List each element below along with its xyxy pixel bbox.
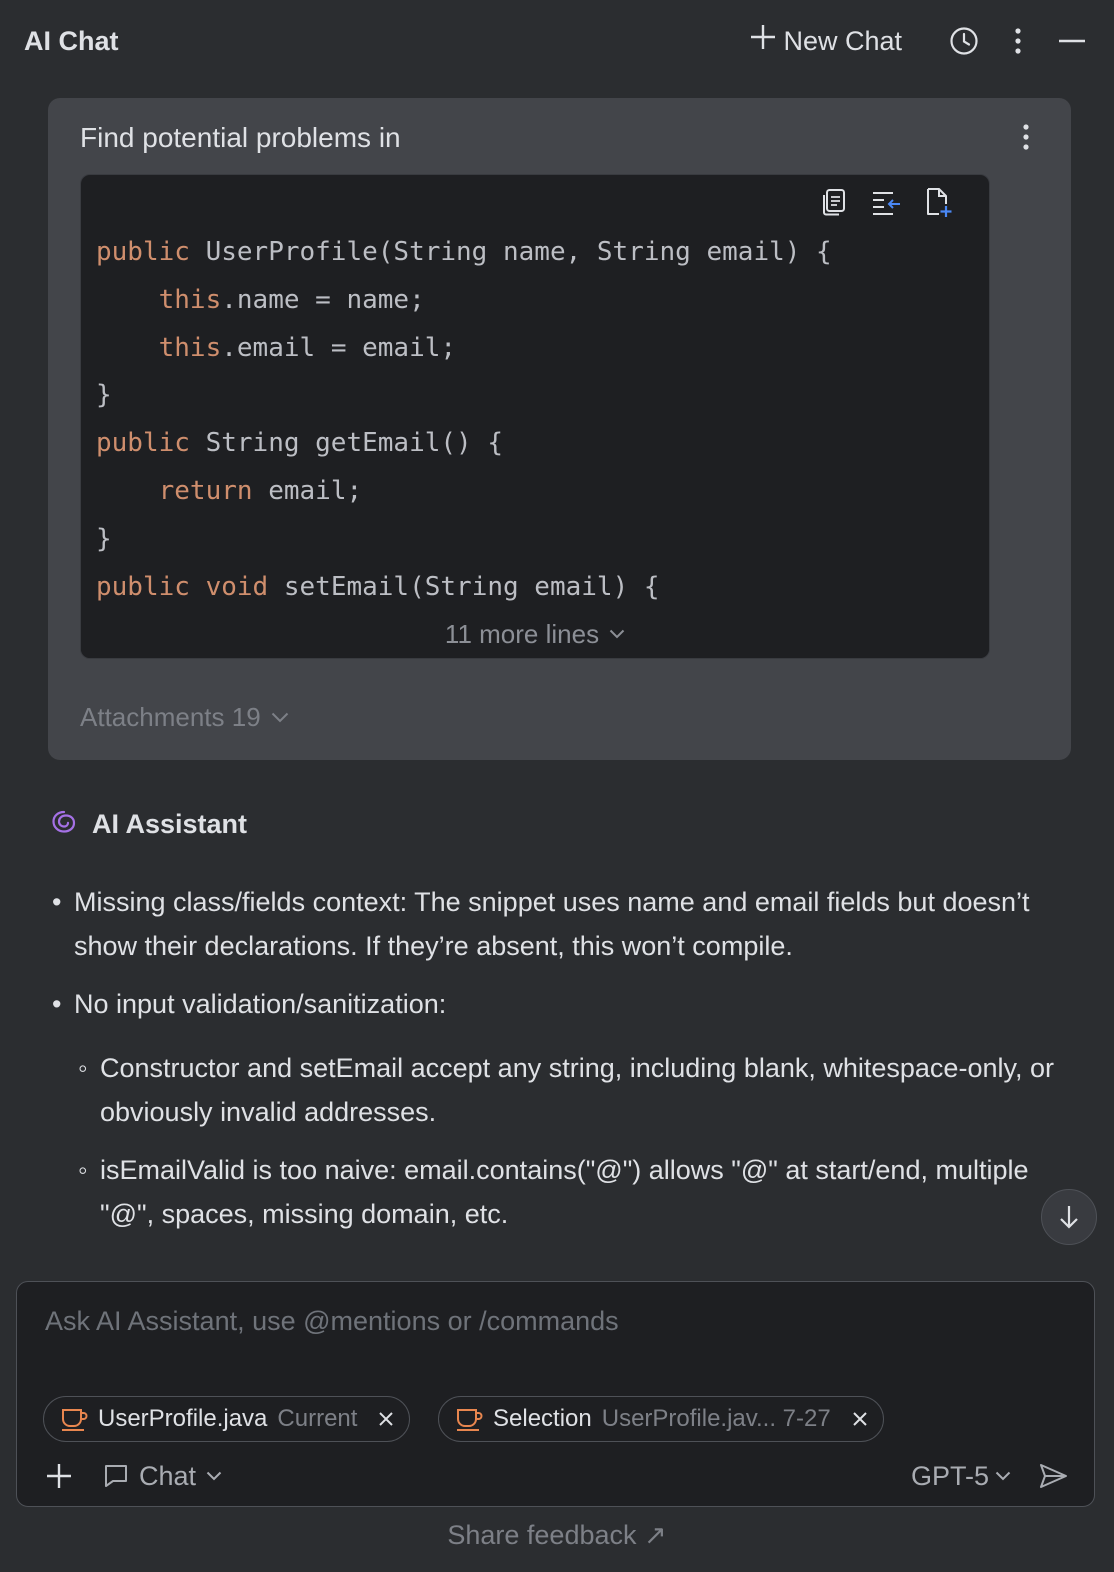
model-label: GPT-5	[910, 1460, 989, 1491]
list-item: ◦ Constructor and setEmail accept any string, including blank, whitespace-only, or obviously invalid addresses.	[52, 1046, 1072, 1134]
model-selector[interactable]	[911, 1461, 1011, 1492]
header-actions	[749, 23, 1090, 59]
history-icon[interactable]	[946, 23, 982, 59]
chip-sublabel: Current	[277, 1405, 358, 1432]
scroll-to-bottom-button[interactable]	[1041, 1189, 1097, 1245]
share-feedback-link[interactable]: Share feedback ↗	[447, 1520, 667, 1550]
new-chat-label: New Chat	[783, 25, 902, 56]
more-lines-label: 11 more lines	[444, 618, 600, 649]
code-snippet	[80, 174, 990, 659]
code-line: public UserProfile(String name, String email) {	[96, 237, 832, 267]
bullet-dot: •	[52, 887, 62, 917]
code-line: this.name = name;	[158, 284, 425, 315]
add-context-button[interactable]	[41, 1458, 77, 1494]
java-file-icon	[455, 1406, 483, 1432]
assistant-header	[50, 808, 247, 841]
more-vertical-icon[interactable]	[1000, 23, 1036, 59]
chevron-down-icon	[995, 1471, 1011, 1481]
chat-bubble-icon	[103, 1463, 129, 1489]
code-toolbar	[817, 185, 955, 219]
code-line: public void setEmail(String email) {	[96, 571, 660, 602]
close-icon[interactable]	[849, 1408, 871, 1430]
message-more-icon[interactable]	[1011, 122, 1041, 152]
chip-label: Selection	[493, 1405, 592, 1432]
chat-mode-dropdown[interactable]	[103, 1461, 222, 1492]
plus-icon	[45, 1462, 73, 1490]
code-line: }	[96, 523, 112, 554]
code-line: this.email = email;	[158, 332, 457, 363]
context-chip-selection[interactable]	[438, 1396, 884, 1442]
user-message-card	[48, 98, 1071, 760]
new-file-icon[interactable]	[921, 185, 955, 219]
chevron-down-icon	[271, 712, 289, 723]
new-chat-button[interactable]	[749, 25, 902, 57]
close-icon[interactable]	[375, 1408, 397, 1430]
attachments-label: Attachments 19	[80, 702, 261, 732]
app-title: AI Chat	[24, 25, 119, 56]
chat-header	[0, 0, 1114, 82]
chevron-down-icon	[609, 629, 625, 639]
copy-icon[interactable]	[817, 185, 851, 219]
list-item: • No input validation/sanitization:	[52, 982, 1072, 1026]
list-item: • Missing class/fields context: The snippet uses name and email fields but doesn’t show their declarations. If they’re absent, this won’t compile.	[52, 880, 1072, 968]
expand-more-lines-button[interactable]	[81, 610, 989, 658]
minimize-icon[interactable]	[1054, 23, 1090, 59]
code-line: return email;	[158, 475, 363, 506]
chat-input[interactable]: Ask AI Assistant, use @mentions or /commands	[45, 1306, 619, 1336]
bullet-circle: ◦	[78, 1053, 88, 1083]
chip-sublabel: UserProfile.jav... 7-27	[601, 1405, 831, 1432]
context-chip-current-file[interactable]	[43, 1396, 410, 1442]
user-message-text: Find potential problems in	[80, 122, 401, 153]
arrow-down-icon	[1059, 1204, 1079, 1230]
input-toolbar	[41, 1454, 1071, 1498]
assistant-answer	[52, 880, 1072, 1236]
plus-icon	[749, 23, 777, 57]
code-lines	[96, 229, 832, 611]
list-item: ◦ isEmailValid is too naive: email.contains("@") allows "@" at start/end, multiple "@", spaces, missing domain, etc.	[52, 1148, 1072, 1236]
assistant-name: AI Assistant	[92, 809, 248, 839]
chat-mode-label: Chat	[139, 1460, 197, 1491]
java-file-icon	[60, 1406, 88, 1432]
send-icon	[1038, 1462, 1068, 1490]
bullet-dot: •	[52, 989, 62, 1019]
attachments-toggle[interactable]	[80, 702, 289, 733]
chip-label: UserProfile.java	[98, 1405, 268, 1432]
chat-input-panel	[16, 1281, 1095, 1507]
insert-at-caret-icon[interactable]	[869, 185, 903, 219]
chevron-down-icon	[206, 1471, 222, 1481]
bullet-circle: ◦	[78, 1155, 88, 1185]
code-line: }	[96, 380, 112, 411]
ai-assistant-icon	[50, 808, 78, 841]
code-line: public String getEmail() {	[96, 428, 503, 459]
send-button[interactable]	[1035, 1458, 1071, 1494]
